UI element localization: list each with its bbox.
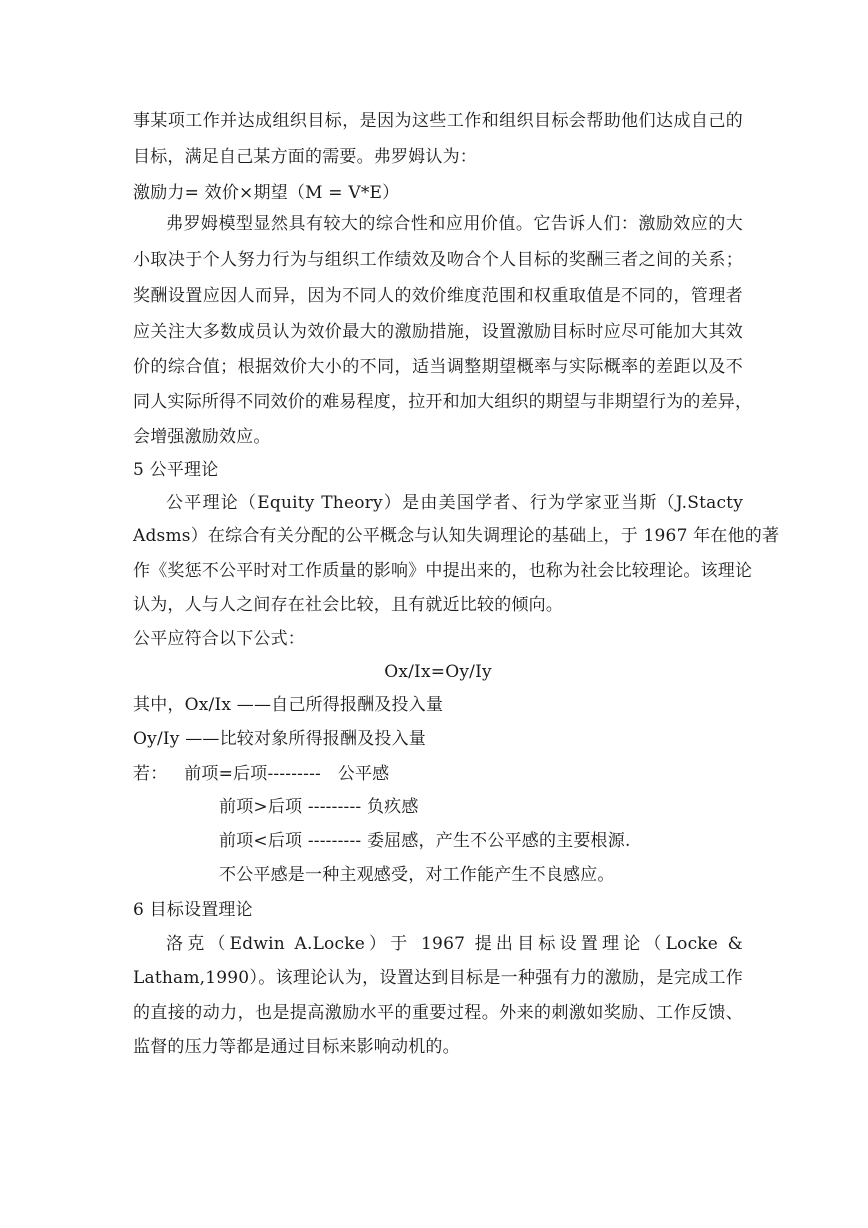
paragraph-line: 应关注大多数成员认为效价最大的激励措施，设置激励目标时应尽可能加大其效: [133, 322, 743, 342]
paragraph-line: 作《奖惩不公平时对工作质量的影响》中提出来的，也称为社会比较理论。该理论: [133, 561, 753, 581]
paragraph-line: 公平理论（Equity Theory）是由美国学者、行为学家亚当斯（J.Stacty: [166, 493, 743, 513]
paragraph-line: 同人实际所得不同效价的难易程度，拉开和加大组织的期望与非期望行为的差异，: [133, 392, 753, 412]
formula-line: Ox/Ix=Oy/Iy: [384, 662, 492, 682]
condition-line: 若： 前项=后项--------- 公平感: [133, 764, 390, 784]
condition-line: 前项>后项 --------- 负疚感: [219, 797, 419, 817]
paragraph-line: Adsms）在综合有关分配的公平概念与认知失调理论的基础上，于 1967 年在他的著: [133, 526, 780, 546]
paragraph-line: 公平应符合以下公式：: [133, 629, 305, 649]
paragraph-line: 洛克（Edwin A.Locke）于 1967 提出目标设置理论（Locke &: [166, 934, 743, 954]
paragraph-line: 奖酬设置应因人而异，因为不同人的效价维度范围和权重取值是不同的，管理者: [133, 286, 743, 306]
formula-explanation: 其中，Ox/Ix ——自己所得报酬及投入量: [133, 695, 444, 715]
paragraph-line: 事某项工作并达成组织目标，是因为这些工作和组织目标会帮助他们达成自己的: [133, 111, 743, 131]
section-heading: 5 公平理论: [133, 460, 219, 480]
formula-line: 激励力= 效价×期望（M = V*E）: [133, 183, 400, 203]
paragraph-line: 认为，人与人之间存在社会比较，且有就近比较的倾向。: [133, 595, 563, 615]
paragraph-line: Latham,1990）。该理论认为，设置达到目标是一种强有力的激励，是完成工作: [133, 968, 743, 988]
paragraph-line: 监督的压力等都是通过目标来影响动机的。: [133, 1037, 460, 1057]
paragraph-line: 小取决于个人努力行为与组织工作绩效及吻合个人目标的奖酬三者之间的关系；: [133, 250, 743, 270]
paragraph-line: 价的综合值；根据效价大小的不同，适当调整期望概率与实际概率的差距以及不: [133, 357, 743, 377]
paragraph-line: 会增强激励效应。: [133, 427, 271, 447]
section-heading: 6 目标设置理论: [133, 900, 253, 920]
formula-explanation: Oy/Iy ——比较对象所得报酬及投入量: [133, 729, 426, 749]
condition-line: 前项<后项 --------- 委屈感，产生不公平感的主要根源.: [219, 831, 631, 851]
condition-line: 不公平感是一种主观感受，对工作能产生不良感应。: [219, 865, 615, 885]
paragraph-line: 的直接的动力，也是提高激励水平的重要过程。外来的刺激如奖励、工作反馈、: [133, 1003, 743, 1023]
paragraph-line: 弗罗姆模型显然具有较大的综合性和应用价值。它告诉人们：激励效应的大: [166, 214, 743, 234]
paragraph-line: 目标，满足自己某方面的需要。弗罗姆认为：: [133, 147, 477, 167]
